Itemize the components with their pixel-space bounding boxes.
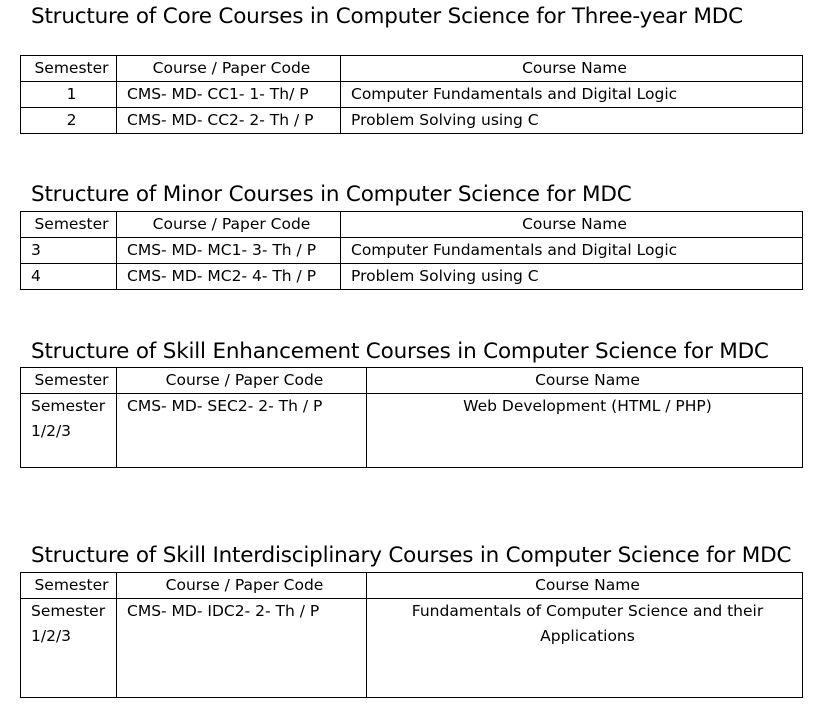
- course-code-header: Course / Paper Code: [117, 212, 341, 238]
- course-name-header: Course Name: [367, 368, 803, 394]
- idc-courses-title: Structure of Skill Interdisciplinary Courses in Computer Science for MDC: [31, 543, 792, 568]
- course-code-header: Course / Paper Code: [117, 573, 367, 599]
- table-row: [21, 238, 803, 264]
- table-header-row: [21, 56, 803, 82]
- semester-cell: Semester 1/2/3: [21, 394, 117, 468]
- course-code-header: Course / Paper Code: [117, 368, 367, 394]
- course-name-header: Course Name: [367, 573, 803, 599]
- course-name-header: Course Name: [341, 56, 803, 82]
- semester-cell: Semester 1/2/3: [21, 599, 117, 698]
- semester-header: Semester: [21, 368, 117, 394]
- course-name-cell: Computer Fundamentals and Digital Logic: [341, 82, 803, 108]
- idc-courses-table: [20, 572, 803, 698]
- minor-courses-table: [20, 211, 803, 290]
- semester-cell: 3: [21, 238, 117, 264]
- course-code-cell: CMS- MD- SEC2- 2- Th / P: [117, 394, 367, 468]
- course-code-header: Course / Paper Code: [117, 56, 341, 82]
- semester-cell: 1: [21, 82, 117, 108]
- semester-header: Semester: [21, 56, 117, 82]
- table-row: [21, 108, 803, 134]
- table-header-row: [21, 573, 803, 599]
- course-code-cell: CMS- MD- CC1- 1- Th/ P: [117, 82, 341, 108]
- course-name-cell: Web Development (HTML / PHP): [367, 394, 803, 468]
- course-code-cell: CMS- MD- MC2- 4- Th / P: [117, 264, 341, 290]
- semester-header: Semester: [21, 212, 117, 238]
- course-name-cell: Problem Solving using C: [341, 108, 803, 134]
- table-row: [21, 82, 803, 108]
- course-name-cell: Computer Fundamentals and Digital Logic: [341, 238, 803, 264]
- sec-courses-title: Structure of Skill Enhancement Courses in Computer Science for MDC: [31, 339, 769, 364]
- table-row: [21, 264, 803, 290]
- course-name-cell: Problem Solving using C: [341, 264, 803, 290]
- course-code-cell: CMS- MD- MC1- 3- Th / P: [117, 238, 341, 264]
- table-row: [21, 394, 803, 468]
- course-code-cell: CMS- MD- IDC2- 2- Th / P: [117, 599, 367, 698]
- sec-courses-table: [20, 367, 803, 468]
- semester-header: Semester: [21, 573, 117, 599]
- semester-cell: 4: [21, 264, 117, 290]
- course-name-header: Course Name: [341, 212, 803, 238]
- core-courses-title: Structure of Core Courses in Computer Science for Three-year MDC: [31, 4, 743, 29]
- table-header-row: [21, 212, 803, 238]
- table-row: [21, 599, 803, 698]
- course-name-cell: Fundamentals of Computer Science and their Applications: [367, 599, 803, 698]
- semester-cell: 2: [21, 108, 117, 134]
- table-header-row: [21, 368, 803, 394]
- course-code-cell: CMS- MD- CC2- 2- Th / P: [117, 108, 341, 134]
- core-courses-table: [20, 55, 803, 134]
- minor-courses-title: Structure of Minor Courses in Computer Science for MDC: [31, 182, 632, 207]
